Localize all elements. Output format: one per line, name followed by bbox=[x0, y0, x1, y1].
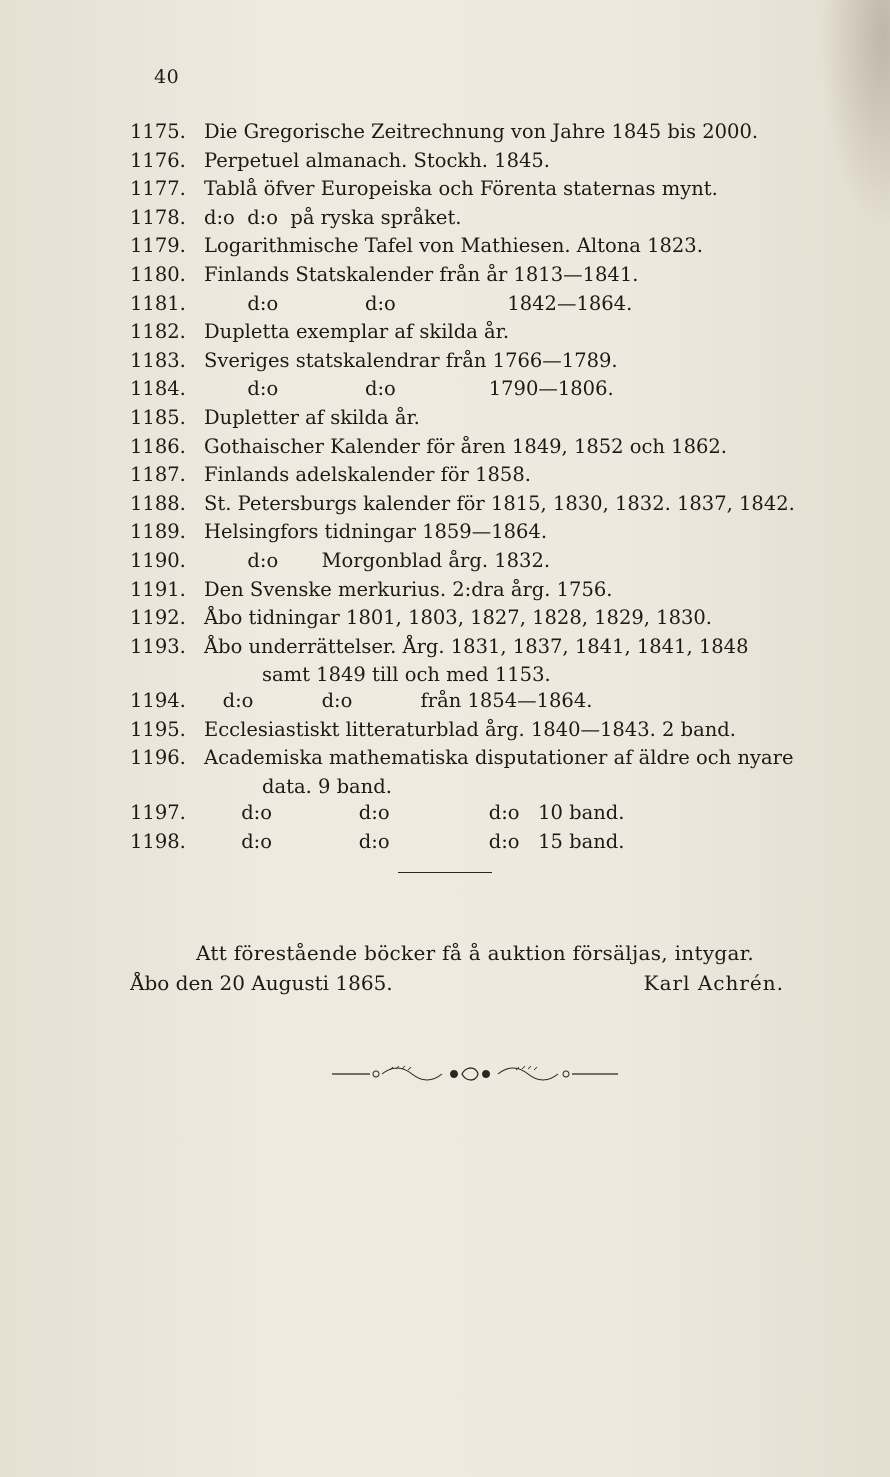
entry-text: Academiska mathematiska disputationer af äldre och nyare bbox=[204, 746, 794, 770]
catalog-entry bbox=[0, 687, 890, 716]
entry-text: d:o d:o på ryska språket. bbox=[204, 205, 462, 229]
catalog-entry bbox=[0, 261, 890, 290]
entry-number: 1190. bbox=[130, 548, 186, 572]
entry-text: Dupletta exemplar af skilda år. bbox=[204, 320, 510, 344]
entry-text: Perpetuel almanach. Stockh. 1845. bbox=[204, 148, 550, 172]
catalog-entry bbox=[0, 461, 890, 490]
entry-text: Den Svenske merkurius. 2:dra årg. 1756. bbox=[204, 577, 613, 601]
catalog-entries bbox=[0, 118, 890, 856]
catalog-entry bbox=[0, 118, 890, 147]
entry-number: 1175. bbox=[130, 120, 186, 143]
entry-text: Sveriges statskalendrar från 1766—1789. bbox=[204, 348, 618, 372]
entry-number: 1193. bbox=[130, 634, 186, 658]
catalog-entry bbox=[0, 604, 890, 633]
catalog-entry bbox=[0, 290, 890, 319]
entry-number: 1178. bbox=[130, 205, 186, 229]
catalog-entry bbox=[0, 633, 890, 662]
entry-number: 1186. bbox=[130, 434, 186, 458]
entry-text: Gothaischer Kalender för åren 1849, 1852 och 1862. bbox=[204, 434, 728, 458]
catalog-entry-continuation bbox=[0, 773, 890, 799]
entry-text: Die Gregorische Zeitrechnung von Jahre 1845 bis 2000. bbox=[204, 120, 759, 143]
entry-number: 1184. bbox=[130, 377, 186, 401]
catalog-entry bbox=[0, 518, 890, 547]
entry-text: St. Petersburgs kalender för 1815, 1830, 1832. 1837, 1842. bbox=[204, 491, 795, 515]
entry-text: d:o d:o d:o 10 band. bbox=[204, 801, 625, 825]
attestation-signer: Karl Achrén. bbox=[643, 971, 784, 995]
entry-number: 1188. bbox=[130, 491, 186, 515]
entry-text: Finlands Statskalender från år 1813—1841. bbox=[204, 262, 639, 286]
entry-number: 1183. bbox=[130, 348, 186, 372]
catalog-entry bbox=[0, 232, 890, 261]
catalog-entry bbox=[0, 204, 890, 233]
entry-number: 1176. bbox=[130, 148, 186, 172]
catalog-entry bbox=[0, 318, 890, 347]
entry-number: 1197. bbox=[130, 801, 186, 825]
catalog-entry bbox=[0, 347, 890, 376]
page-number: 40 bbox=[154, 66, 180, 88]
entry-number: 1198. bbox=[130, 829, 186, 853]
catalog-entry bbox=[0, 433, 890, 462]
section-divider bbox=[398, 872, 492, 873]
entry-text: data. 9 band. bbox=[262, 775, 392, 799]
entry-text: d:o d:o d:o 15 band. bbox=[204, 829, 625, 853]
entry-text: d:o d:o 1790—1806. bbox=[204, 377, 614, 401]
entry-number: 1195. bbox=[130, 717, 186, 741]
entry-text: Åbo tidningar 1801, 1803, 1827, 1828, 1829, 1830. bbox=[204, 606, 712, 630]
entry-number: 1191. bbox=[130, 577, 186, 601]
entry-number: 1185. bbox=[130, 405, 186, 429]
entry-number: 1192. bbox=[130, 606, 186, 630]
catalog-entry bbox=[0, 547, 890, 576]
entry-text: Finlands adelskalender för 1858. bbox=[204, 463, 531, 487]
catalog-entry bbox=[0, 175, 890, 204]
entry-number: 1181. bbox=[130, 291, 186, 315]
catalog-entry bbox=[0, 404, 890, 433]
entry-number: 1182. bbox=[130, 320, 186, 344]
entry-text: Helsingfors tidningar 1859—1864. bbox=[204, 520, 548, 544]
entry-text: Logarithmische Tafel von Mathiesen. Altona 1823. bbox=[204, 234, 703, 258]
catalog-entry bbox=[0, 576, 890, 605]
catalog-entry bbox=[0, 744, 890, 773]
entry-number: 1177. bbox=[130, 177, 186, 201]
entry-text: Tablå öfver Europeiska och Förenta staternas mynt. bbox=[204, 177, 718, 201]
catalog-entry bbox=[0, 147, 890, 176]
catalog-entry bbox=[0, 716, 890, 745]
entry-text: d:o d:o från 1854—1864. bbox=[204, 689, 593, 713]
catalog-entry bbox=[0, 490, 890, 519]
entry-number: 1189. bbox=[130, 520, 186, 544]
entry-text: d:o d:o 1842—1864. bbox=[204, 291, 633, 315]
entry-text: Åbo underrättelser. Årg. 1831, 1837, 1841, 1841, 1848 bbox=[204, 634, 749, 658]
entry-number: 1180. bbox=[130, 262, 186, 286]
entry-text: d:o Morgonblad årg. 1832. bbox=[204, 548, 551, 572]
entry-text: samt 1849 till och med 1153. bbox=[262, 663, 551, 687]
catalog-entry-continuation bbox=[0, 661, 890, 687]
catalog-entry bbox=[0, 799, 890, 828]
entry-number: 1194. bbox=[130, 689, 186, 713]
catalog-entry bbox=[0, 828, 890, 857]
attestation-place-date: Åbo den 20 Augusti 1865. bbox=[130, 971, 393, 995]
entry-number: 1196. bbox=[130, 746, 186, 770]
entry-text: Dupletter af skilda år. bbox=[204, 405, 420, 429]
entry-number: 1179. bbox=[130, 234, 186, 258]
attestation-statement: Att förestående böcker få å auktion försäljas, intygar. bbox=[196, 941, 755, 965]
ornament-flourish-icon bbox=[330, 1062, 620, 1086]
entry-number: 1187. bbox=[130, 463, 186, 487]
catalog-entry bbox=[0, 375, 890, 404]
entry-text: Ecclesiastiskt litteraturblad årg. 1840—1843. 2 band. bbox=[204, 717, 736, 741]
